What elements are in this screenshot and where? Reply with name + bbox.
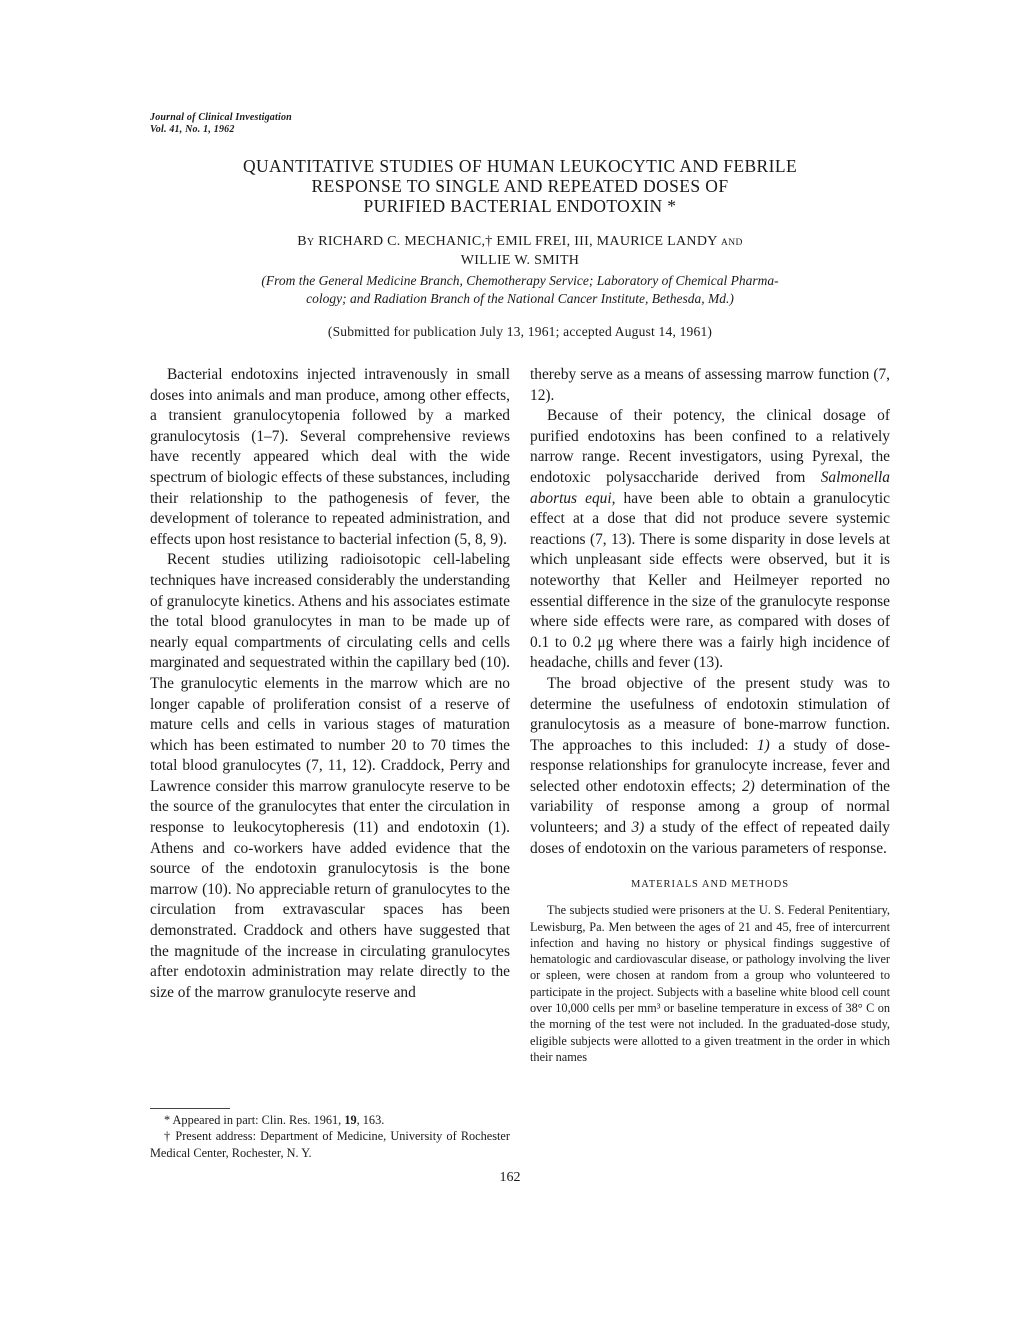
affiliation-line-2: cology; and Radiation Branch of the National Cancer Institute, Bethesda, Md.)	[306, 291, 734, 306]
species-name: Salmonella abortus equi,	[530, 468, 890, 507]
footnote-1: * Appeared in part: Clin. Res. 1961, 19, 163.	[164, 1113, 385, 1127]
section-heading-methods: MATERIALS AND METHODS	[630, 879, 790, 891]
title-line-2: RESPONSE TO SINGLE AND REPEATED DOSES OF	[311, 176, 729, 196]
page-number: 162	[499, 1170, 521, 1185]
title-line-1: QUANTITATIVE STUDIES OF HUMAN LEUKOCYTIC AND FEBRILE	[242, 156, 798, 176]
footnote-2: † Present address: Department of Medicine, University of Rochester Medical Center, Rochester, N. Y.	[150, 1129, 510, 1160]
affiliation-line-1: (From the General Medicine Branch, Chemotherapy Service; Laboratory of Chemical Pharma-	[261, 273, 779, 288]
intro-paragraph-4: The broad objective of the present study was to determine the usefulness of endotoxin stimulation of granulocytosis as a measure of bone-marrow function. The approaches to this included: 1) a study of dose-response relationships for granulocyte increase, fever and selected other endotoxin effects; 2) determination of the variability of response among a group of normal volunteers; and 3) a study of the effect of repeated daily doses of endotoxin on the various parameters of response.	[530, 674, 890, 857]
by-label: By	[297, 234, 315, 249]
authors-line-1: RICHARD C. MECHANIC,† EMIL FREI, III, MAURICE LANDY	[318, 234, 718, 249]
authors-line-2: WILLIE W. SMITH	[460, 253, 580, 268]
intro-paragraph-3: Because of their potency, the clinical dosage of purified endotoxins has been confined to a relatively narrow range. Recent investigators, using Pyrexal, the endotoxic polysaccharide derived from Salmonella abortus equi, have been able to obtain a granulocytic effect at a dose that did not produce severe systemic reactions (7, 13). There is some disparity in dose levels at which unpleasant side effects were observed, but it is noteworthy that Keller and Heilmeyer reported no essential difference in the size of the granulocyte response where side effects were rare, as compared with doses of 0.1 to 0.2 μg where there was a fairly high incidence of headache, chills and fever (13).	[530, 407, 890, 672]
submission-dates: (Submitted for publication July 13, 1961; accepted August 14, 1961)	[327, 324, 713, 339]
journal-name: Journal of Clinical Investigation	[150, 112, 292, 123]
right-column	[530, 365, 890, 1065]
author-list	[150, 233, 890, 269]
intro-paragraph-2: Recent studies utilizing radioisotopic cell-labeling techniques have increased considerably the understanding of granulocyte kinetics. Athens and his associates estimate the total blood granulocytes in man to be made up of nearly equal compartments of circulating cells and cells marginated and sequestrated within the capillary bed (10). The granulocytic elements in the marrow which are no longer capable of proliferation consist of a reserve of mature cells and cells in various stages of maturation which has been estimated to number 20 to 70 times the total blood granulocytes (7, 11, 12). Craddock, Perry and Lawrence consider this marrow granulocyte reserve to be the source of the granulocytes that enter the circulation in response to leukocytopheresis (11) and endotoxin (1). Athens and co-workers have added evidence that the source of the endotoxin granulocytosis is the bone marrow (10). No appreciable return of granulocytes to the circulation from extravascular spaces has been demonstrated. Craddock and others have suggested that the magnitude of the increase in circulating granulocytes after endotoxin administration may relate directly to the size of the marrow granulocyte reserve and	[150, 551, 510, 1001]
journal-volume: Vol. 41, No. 1, 1962	[150, 124, 235, 135]
footnotes	[150, 1108, 510, 1161]
footnote-rule	[150, 1108, 230, 1109]
affiliation	[150, 272, 890, 308]
title-line-3: PURIFIED BACTERIAL ENDOTOXIN *	[363, 196, 677, 216]
article-title	[150, 156, 890, 216]
and-label: AND	[720, 238, 743, 248]
intro-paragraph-2-continued: thereby serve as a means of assessing marrow function (7, 12).	[530, 366, 890, 404]
left-column	[150, 365, 510, 1003]
methods-paragraph-1: The subjects studied were prisoners at the U. S. Federal Penitentiary, Lewisburg, Pa. Men between the ages of 21 and 45, free of intercurrent infection and having no history or physical findings suggestive of hematologic and cardiovascular disease, or pathology involving the liver or spleen, were chosen at random from a group who volunteered to participate in the project. Subjects with a baseline white blood cell count over 10,000 cells per mm³ or baseline temperature in excess of 38° C on the morning of the test were not included. In the graduated-dose study, eligible subjects were allotted to a given treatment in the order in which their names	[530, 903, 890, 1064]
journal-header	[150, 112, 292, 136]
intro-paragraph-1: Bacterial endotoxins injected intravenously in small doses into animals and man produce, among other effects, a transient granulocytopenia followed by a marked granulocytosis (1–7). Several comprehensive reviews have recently appeared which deal with the wide spectrum of biologic effects of these substances, including their relationship to the pathogenesis of fever, the development of tolerance to repeated administration, and effects upon host resistance to bacterial infection (5, 8, 9).	[150, 366, 510, 548]
